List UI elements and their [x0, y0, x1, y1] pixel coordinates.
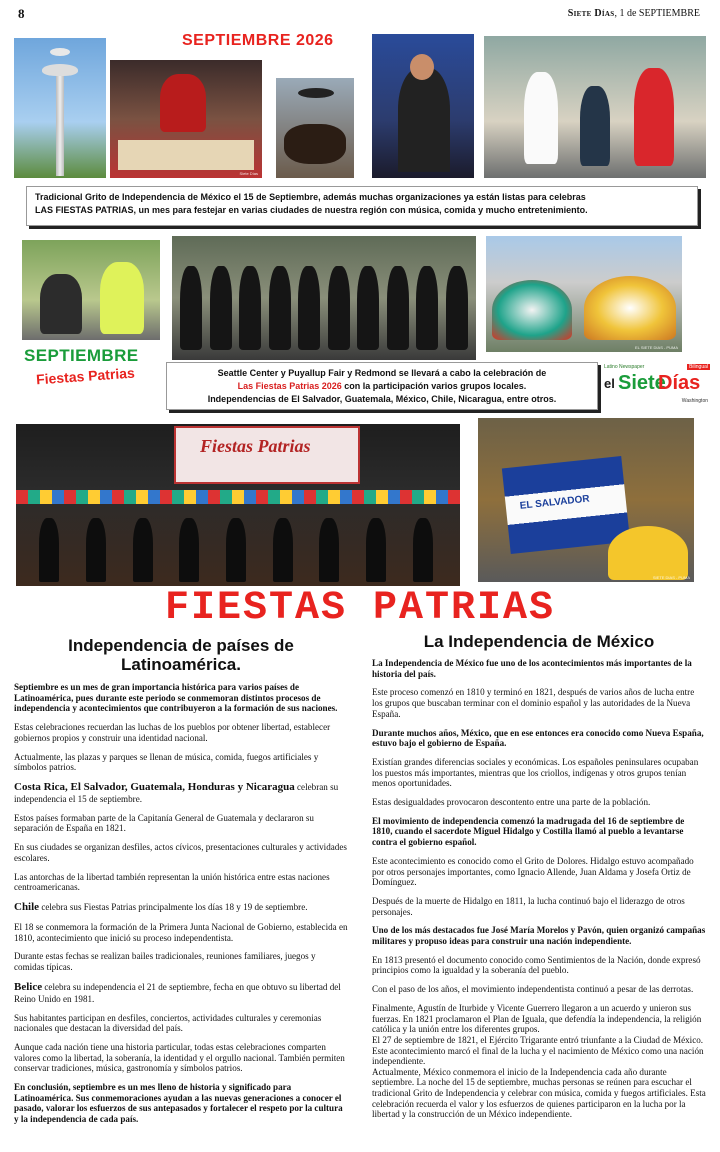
singer-photo: [372, 34, 474, 178]
side-label-fiestas: Fiestas Patrias: [35, 364, 136, 388]
left-p6: En sus ciudades se organizan desfiles, actos cívicos, presentaciones culturales y actividades escolares.: [14, 842, 347, 863]
top-caption-line2: LAS FIESTAS PATRIAS, un mes para festejar en varias ciudades de nuestra región con música, comida y mucho entretenimiento.: [35, 205, 588, 216]
charro-horse-photo: [276, 78, 354, 178]
logo-badge: Bilingual: [689, 364, 708, 370]
fiestas-banner: Fiestas Patrias: [174, 426, 360, 484]
mariachi-photo: [172, 236, 476, 360]
september-headline: SEPTIEMBRE 2026: [182, 32, 334, 49]
right-p5: Estas desigualdades provocaron descontento entre una parte de la población.: [372, 797, 651, 808]
left-p4: Costa Rica, El Salvador, Guatemala, Honduras y Nicaragua celebran su independencia el 15 de septiembre.: [14, 781, 339, 804]
right-p14: Actualmente, México conmemora el inicio de la Independencia cada año durante septiembre. La noche del 15 de septiembre, muchas personas se reúnen para escuchar el tradicional Grito de Independencia y celebrar con música, comida y fuegos artificiales. Esta celebración recuerda el valor y los esfuerzos de quienes participaron en la lucha por la libertad y la construcción de un México independiente.: [372, 1066, 706, 1120]
caption-highlight: Las Fiestas Patrias 2026: [237, 381, 342, 392]
logo-dias: Días: [658, 372, 701, 394]
folk-dance-photo: [486, 236, 682, 352]
publication-name: Siete Días: [567, 8, 615, 19]
stage-band-photo: [16, 424, 460, 586]
right-p13: El 27 de septiembre de 1821, el Ejército Trigarante entró triunfante a la Ciudad de México. Este acontecimiento marcó el final de la lucha y el nacimiento de México como una nación independiente.: [372, 1034, 704, 1067]
photo-credit: Siete Días: [239, 171, 258, 176]
right-p4: Existían grandes diferencias sociales y económicas. Los españoles peninsulares ocupaban los puestos más importantes, mientras que los criollos, indígenas y otros grupos tenían menos oportunidades.: [372, 756, 699, 789]
flag-text: EL SALVADOR: [519, 493, 591, 512]
middle-caption-line1: Seattle Center y Puyallup Fair y Redmond se llevará a cabo la celebración de: [217, 368, 547, 378]
side-label-september: SEPTIEMBRE: [24, 346, 139, 365]
top-caption-line1: Tradicional Grito de Independencia de México el 15 de Septiembre, además muchas organizaciones ya están listas para celebras: [35, 192, 586, 202]
logo-tagline: Latino Newspaper: [604, 364, 645, 370]
left-p2: Estas celebraciones recuerdan las luchas de los pueblos por obtener libertad, establecer gobiernos propios y construir una identidad nacional.: [14, 722, 331, 743]
cook-photo: [110, 60, 262, 178]
left-article: [14, 636, 348, 1133]
top-caption: [26, 186, 698, 226]
middle-caption: [166, 362, 598, 410]
right-p2: Este proceso comenzó en 1810 y terminó en 1821, después de varios años de lucha entre los grupos que buscaban terminar con el dominio español y las autoridades de la Nueva España.: [372, 687, 695, 719]
el-salvador-flag-photo: [478, 418, 694, 582]
left-p12: Sus habitantes participan en desfiles, conciertos, actividades culturales y ceremonias nacionales que destacan la diversidad del país.: [14, 1012, 322, 1034]
page-number: 8: [18, 6, 25, 21]
right-p3: Durante muchos años, México, que en ese entonces era conocido como Nueva España, estuvo bajo el gobierno de España.: [372, 727, 704, 749]
right-article-title: La Independencia de México: [423, 632, 655, 651]
logo-city: Washington: [681, 398, 708, 404]
right-p6: El movimiento de independencia comenzó la madrugada del 16 de septiembre de 1810, cuando el sacerdote Miguel Hidalgo y Costilla llamó al pueblo a levantarse contra el gobierno español.: [372, 815, 685, 848]
right-p9: Uno de los más destacados fue José María Morelos y Pavón, quien organizó campañas militares y propuso ideas para construir una nación independiente.: [372, 925, 706, 947]
left-p9: El 18 se conmemora la formación de la Primera Junta Nacional de Gobierno, establecida en 1810, acontecimiento que inició su proceso independentista.: [14, 922, 348, 943]
middle-caption-line3: Independencias de El Salvador, Guatemala, México, Chile, Nicaragua, entre otros.: [207, 394, 557, 405]
left-p14: En conclusión, septiembre es un mes lleno de historia y significado para Latinoamérica. Sus conmemoraciones ayudan a las nuevas generaciones a conocer el pasado, valorar los esfuerzos de sus antepasados y fortalecer el respeto por la cultura y la independencia de cada país.: [14, 1082, 343, 1124]
left-p3: Actualmente, las plazas y parques se llenan de música, comida, fuegos artificiales y símbolos patrios.: [14, 751, 319, 773]
right-p11: Con el paso de los años, el movimiento independentista continuó a pesar de las derrotas.: [372, 984, 694, 995]
issue-date: , 1 de SEPTIEMBRE: [614, 8, 700, 19]
photo-credit: SIETE DIAS - PUMA: [652, 575, 690, 580]
left-p8: Chile celebra sus Fiestas Patrias principalmente los días 18 y 19 de septiembre.: [14, 900, 308, 913]
main-title: FIESTAS PATRIAS: [164, 586, 556, 631]
left-p5: Estos países formaban parte de la Capitanía General de Guatemala y declararon su separación de España en 1821.: [14, 812, 314, 834]
women-dancing-photo: [22, 240, 160, 340]
street-dance-photo: [484, 36, 706, 178]
space-needle-photo: [14, 38, 106, 178]
running-head: [568, 8, 700, 19]
el-siete-dias-logo: [604, 364, 710, 408]
left-p13: Aunque cada nación tiene una historia particular, todas estas celebraciones comparten valores como la libertad, la soberanía, la identidad y el orgullo nacional. También permiten conservar tradiciones, música, gastronomía y símbolos patrios.: [14, 1042, 345, 1074]
left-p11: Belice celebra su independencia el 21 de septiembre, fecha en que obtuvo su libertad del Reino Unido en 1981.: [14, 980, 341, 1004]
right-p10: En 1813 presentó el documento conocido como Sentimientos de la Nación, donde expresó principios como la igualdad y la soberanía del pueblo.: [372, 954, 701, 976]
right-p8: Después de la muerte de Hidalgo en 1811, la lucha continuó bajo el liderazgo de otros personajes.: [372, 895, 685, 917]
right-p1: La Independencia de México fue uno de los acontecimientos más importantes de la historia del país.: [372, 658, 692, 679]
middle-caption-line2: Las Fiestas Patrias 2026 con la participación varios grupos locales.: [237, 381, 527, 392]
right-p12: Finalmente, Agustín de Iturbide y Vicente Guerrero llegaron a un acuerdo y unieron sus fuerzas. En 1821 proclamaron el Plan de Iguala, que defendía la independencia, la religión católica y la unión entre los diferentes grupos.: [372, 1003, 702, 1035]
logo-el: el: [604, 376, 615, 391]
left-p10: Durante estas fechas se realizan bailes tradicionales, reuniones familiares, juegos y comidas típicas.: [14, 951, 316, 973]
left-p7: Las antorchas de la libertad también representan la unión histórica entre estas naciones centroamericanas.: [14, 871, 330, 893]
logo-siete: Siete: [618, 372, 666, 394]
photo-credit: EL SIETE DIAS - PUMA: [635, 345, 678, 350]
left-article-title: Independencia de países de Latinoamérica.: [68, 636, 294, 675]
right-article: [372, 632, 706, 1128]
right-p7: Este acontecimiento es conocido como el Grito de Dolores. Hidalgo estuvo acompañado por otros personajes importantes, como Ignacio Allende, Juan Aldama y Josefa Ortiz de Domínguez.: [372, 855, 694, 888]
left-p1: Septiembre es un mes de gran importancia histórica para varios países de Latinoamérica, pues durante este periodo se conmemoran distintos procesos de independencia y acontecimientos que contribuyeron a la formación de sus naciones.: [14, 682, 338, 714]
